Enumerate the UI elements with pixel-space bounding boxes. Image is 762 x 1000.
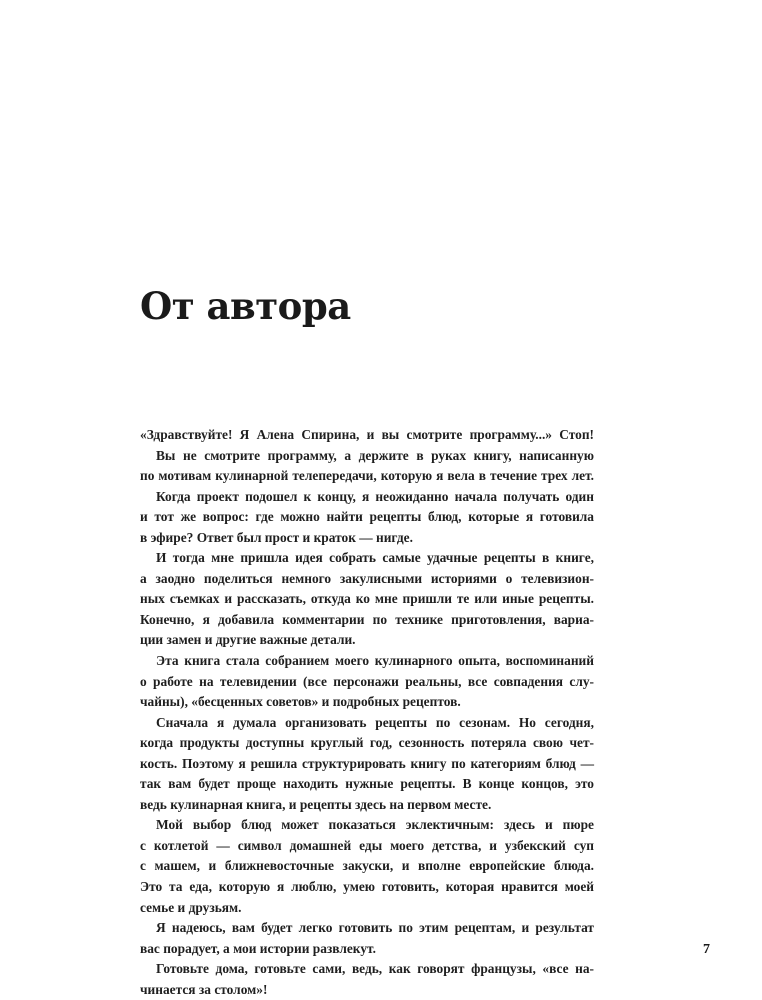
text-line: ведь кулинарная книга, и рецепты здесь на первом месте. [140,796,492,812]
text-line: Когда проект подошел к концу, я неожиданно начала получать один [156,488,594,504]
text-line: по мотивам кулинарной телепередачи, которую я вела в течение трех лет. [140,468,594,484]
text-line: чайны), «бесценных советов» и подробных рецептов. [140,694,461,710]
page-number: 7 [703,942,710,957]
text-line: в эфире? Ответ был прост и краток — нигде. [140,529,413,545]
text-line: ных съемках и рассказать, откуда ко мне пришли те или иные рецепты. [140,591,594,607]
text-line: кость. Поэтому я решила структурировать книгу по категориям блюд — [140,755,594,771]
text-line: Вы не смотрите программу, а держите в руках книгу, написанную [156,447,594,463]
text-line: И тогда мне пришла идея собрать самые удачные рецепты в книге, [156,550,594,566]
text-line: Эта книга стала собранием моего кулинарного опыта, воспоминаний [156,653,594,669]
text-line: и тот же вопрос: где можно найти рецепты блюд, которые я готовила [140,509,594,525]
text-line: Готовьте дома, готовьте сами, ведь, как говорят французы, «все на- [156,961,594,977]
chapter-title: От автора [140,284,351,328]
text-line: чинается за столом»! [140,981,268,997]
text-line: «Здравствуйте! Я Алена Спирина, и вы смотрите программу...» Стоп! [140,427,594,442]
text-line: семье и друзьям. [140,899,242,915]
text-line: так вам будет проще находить нужные рецепты. В конце концов, это [140,776,594,792]
text-line: с машем, и ближневосточные закуски, и вполне европейские блюда. [140,858,594,874]
text-line: вас порадует, а мои истории развлекут. [140,940,376,956]
body-text [140,425,594,1000]
text-line: а заодно поделиться немного закулисными историями о телевизион- [140,570,594,586]
text-line: с котлетой — символ домашней еды моего детства, и узбекский суп [140,837,594,853]
text-line: Мой выбор блюд может показаться эклектичным: здесь и пюре [156,817,594,833]
text-line: когда продукты доступны круглый год, сезонность потеряла свою чет- [140,735,594,751]
text-line: Сначала я думала организовать рецепты по сезонам. Но сегодня, [156,714,594,730]
text-line: Конечно, я добавила комментарии по технике приготовления, вариа- [140,611,594,627]
text-line: о работе на телевидении (все персонажи реальны, все совпадения слу- [140,673,594,689]
text-line: Это та еда, которую я люблю, умею готовить, которая нравится моей [140,879,594,895]
text-line: ции замен и другие важные детали. [140,632,356,648]
text-line: Я надеюсь, вам будет легко готовить по этим рецептам, и результат [156,920,594,936]
